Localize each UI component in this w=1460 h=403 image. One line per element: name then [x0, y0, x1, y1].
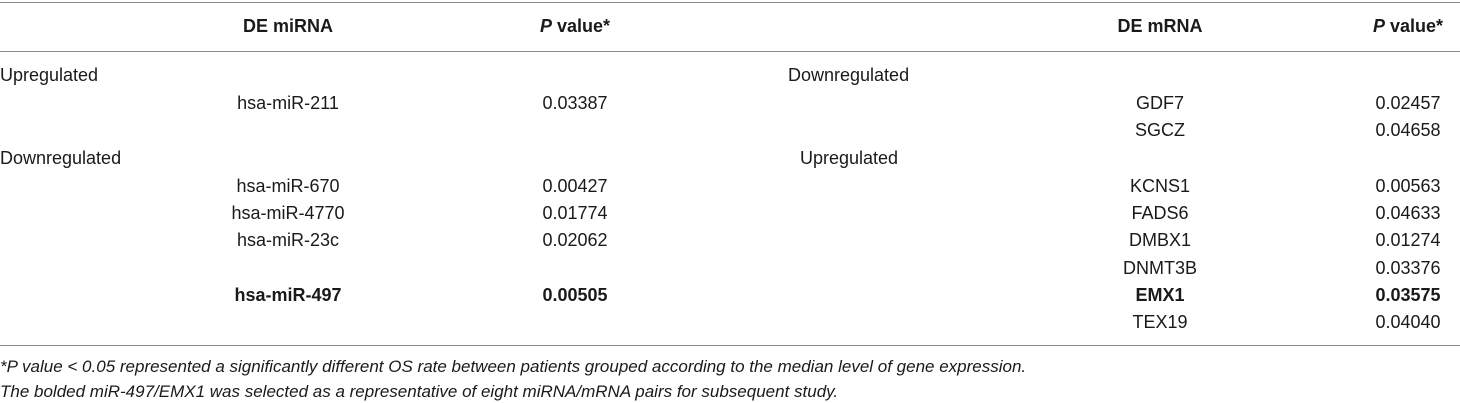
bottom-rule [0, 345, 1460, 346]
table-row-gene-highlighted: hsa-miR-497 [234, 285, 342, 305]
header-p-value-right: P value* [1372, 16, 1444, 36]
table-row-p-value: 0.00563 [1375, 176, 1441, 196]
table-row-gene: hsa-miR-23c [236, 230, 340, 250]
table-row-gene: KCNS1 [1129, 176, 1191, 196]
table-row-p-value: 0.02457 [1375, 93, 1441, 113]
table-row-gene-highlighted: EMX1 [1135, 285, 1185, 305]
table-row-p-value: 0.01274 [1375, 230, 1441, 250]
left-group-upregulated-label: Upregulated [0, 65, 99, 85]
table-row-gene: TEX19 [1132, 312, 1188, 332]
header-p-value-left: P value* [539, 16, 611, 36]
table-row-gene: GDF7 [1135, 93, 1184, 113]
table-row-p-value-highlighted: 0.03575 [1375, 285, 1441, 305]
table-row-p-value-highlighted: 0.00505 [542, 285, 608, 305]
table-row-p-value: 0.04633 [1375, 203, 1441, 223]
table-row-p-value: 0.00427 [542, 176, 608, 196]
top-rule [0, 2, 1460, 3]
header-de-mirna: DE miRNA [242, 16, 333, 36]
table-row-p-value: 0.01774 [542, 203, 608, 223]
table-row-gene: DNMT3B [1122, 258, 1197, 278]
right-group-downregulated-label: Downregulated [788, 65, 910, 85]
table-row-gene: FADS6 [1131, 203, 1189, 223]
table-row-p-value: 0.03387 [542, 93, 608, 113]
table-row-p-value: 0.02062 [542, 230, 608, 250]
table-row-gene: SGCZ [1134, 120, 1185, 140]
table-row-gene: hsa-miR-211 [237, 93, 339, 113]
header-rule [0, 51, 1460, 52]
table-row-gene: DMBX1 [1128, 230, 1191, 250]
table-row-gene: hsa-miR-670 [236, 176, 340, 196]
left-group-downregulated-label: Downregulated [0, 148, 122, 168]
footnote-significance: *P value < 0.05 represented a significantly different OS rate between patients grouped according to the median level of gene expression. [0, 357, 1027, 376]
table-row-p-value: 0.03376 [1375, 258, 1441, 278]
header-de-mrna: DE mRNA [1117, 16, 1203, 36]
table-row-p-value: 0.04040 [1375, 312, 1441, 332]
footnote-selection: The bolded miR-497/EMX1 was selected as a representative of eight miRNA/mRNA pairs for subsequent study. [0, 382, 839, 401]
table-row-gene: hsa-miR-4770 [231, 203, 345, 223]
right-group-upregulated-label: Upregulated [800, 148, 899, 168]
table-row-p-value: 0.04658 [1375, 120, 1441, 140]
